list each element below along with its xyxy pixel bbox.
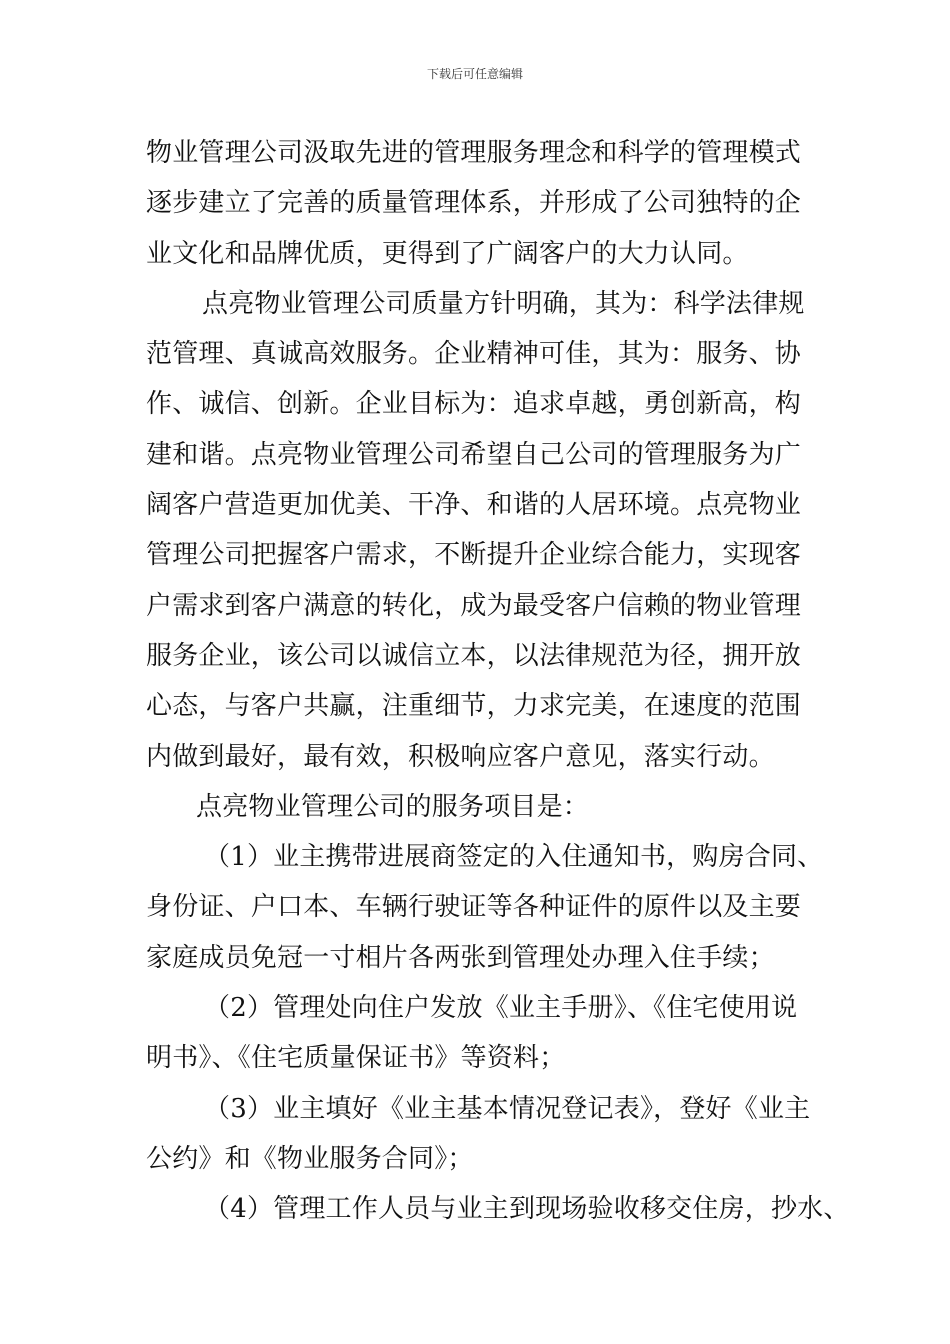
text-line: 点亮物业管理公司的服务项目是： (196, 791, 590, 822)
text-line: 家庭成员免冠一寸相片各两张到管理处办理入住手续； (146, 942, 775, 973)
paragraph-quality-policy (146, 279, 826, 782)
text-line: 业文化和品牌优质，更得到了广阔客户的大力认同。 (146, 238, 749, 269)
paragraph-service-items-heading (146, 782, 826, 832)
text-line: （3）业主填好《业主基本情况登记表》，登好《业主 (204, 1093, 811, 1124)
text-line: 建和谐。点亮物业管理公司希望自己公司的管理服务为广 (146, 439, 802, 470)
paragraph-intro (146, 128, 826, 279)
text-line: 户需求到客户满意的转化，成为最受客户信赖的物业管理 (146, 590, 802, 621)
text-line: 公约》和《物业服务合同》； (146, 1143, 474, 1174)
text-line: 阔客户营造更加优美、干净、和谐的人居环境。点亮物业 (146, 490, 802, 521)
paragraph-item-3 (146, 1084, 826, 1185)
text-line: 范管理、真诚高效服务。企业精神可佳，其为：服务、协 (146, 339, 802, 370)
paragraph-item-2 (146, 983, 826, 1084)
text-line: 物业管理公司汲取先进的管理服务理念和科学的管理模式 (146, 138, 802, 168)
text-line: 管理公司把握客户需求，不断提升企业综合能力，实现客 (146, 540, 802, 571)
text-line: 心态，与客户共赢，注重细节，力求完美，在速度的范围 (146, 691, 802, 722)
text-line: 作、诚信、创新。企业目标为：追求卓越，勇创新高，构 (146, 389, 802, 420)
text-line: （4）管理工作人员与业主到现场验收移交住房，抄水、 (204, 1194, 850, 1225)
text-line: 身份证、户口本、车辆行驶证等各种证件的原件以及主要 (146, 892, 802, 923)
text-line: （1）业主携带进展商签定的入住通知书，购房合同、 (204, 842, 824, 873)
document-body (146, 128, 850, 1235)
paragraph-item-1 (146, 832, 826, 983)
text-line: 服务企业，该公司以诚信立本，以法律规范为径，拥开放 (146, 640, 802, 671)
text-line: 内做到最好，最有效，积极响应客户意见，落实行动。 (146, 741, 775, 772)
text-line: 明书》、《住宅质量保证书》等资料； (146, 1043, 566, 1074)
paragraph-item-4 (146, 1184, 850, 1234)
text-line: 逐步建立了完善的质量管理体系，并形成了公司独特的企 (146, 188, 802, 219)
page-header: 下载后可任意编辑 (426, 67, 523, 81)
text-line: （2）管理处向住户发放《业主手册》、《住宅使用说 (204, 993, 798, 1024)
text-line: 点亮物业管理公司质量方针明确，其为：科学法律规 (202, 288, 805, 319)
